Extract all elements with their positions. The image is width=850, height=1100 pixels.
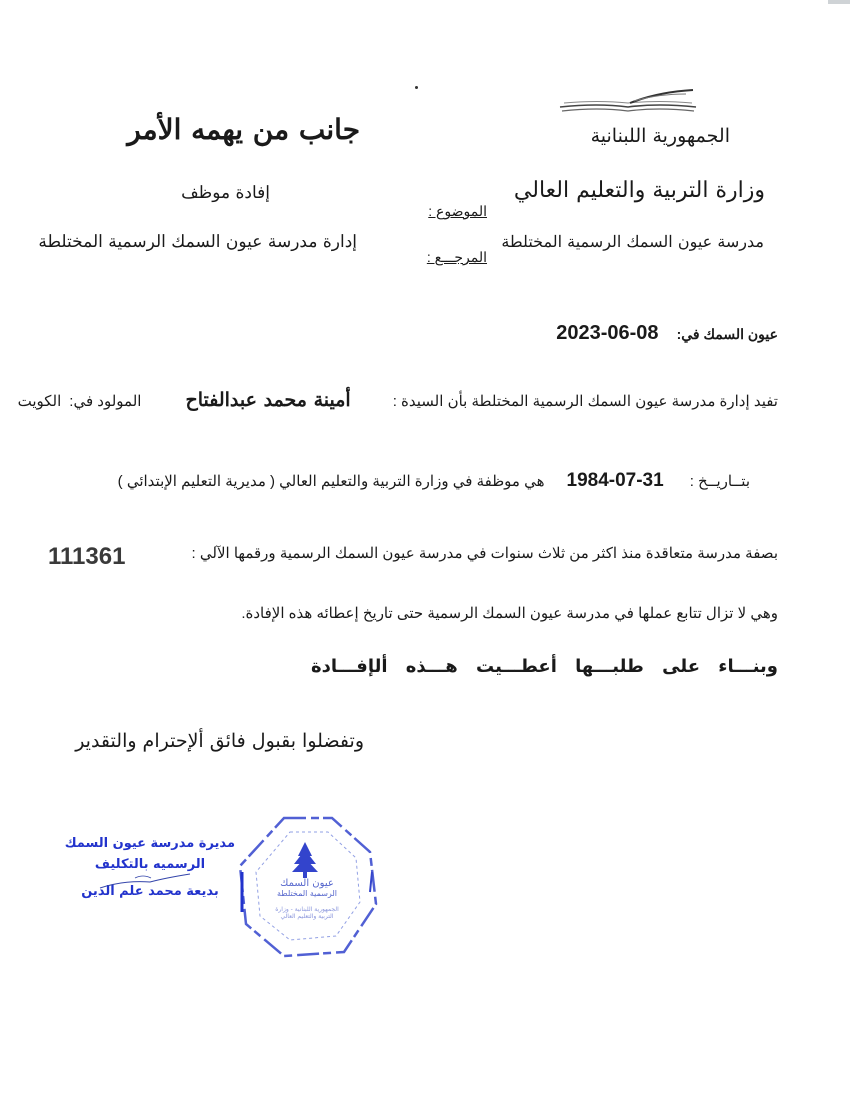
employment-text: هي موظفة في وزارة التربية والتعليم العالي ( مديرية التعليم الإبتدائي ) [117,473,545,490]
open-book-icon [558,88,698,114]
handwritten-signature [95,870,195,892]
body-line-2 [118,470,750,492]
subject-label: الموضوع : [428,203,487,219]
cedar-icon [292,842,318,878]
subject-value: إفادة موظف [181,183,270,203]
reference-label: المرجـــع : [426,249,487,265]
birthplace-value: الكويت [17,393,62,410]
stamp-ring-text: الجمهورية اللبنانية - وزارة التربية والتعليم العالي [275,906,339,920]
place-date-line [556,322,778,345]
birthdate-label: بتــاريــخ : [689,473,750,490]
addressee-heading: جانب من يهمه الأمر [127,113,360,146]
birthplace-label: المولود في: [69,393,142,410]
ministry-title: وزارة التربية والتعليم العالي [513,178,765,203]
place-date-label: عيون السمك في: [676,326,778,342]
body-line-3: بصفة مدرسة متعاقدة منذ اكثر من ثلاث سنوات في مدرسة عيون السمك الرسمية ورقمها الآلي : [191,545,778,562]
employee-number: 111361 [48,543,126,570]
reference-value: إدارة مدرسة عيون السمك الرسمية المختلطة [38,232,357,252]
stamp-text [272,878,342,920]
scan-artifact [828,0,850,4]
signature-title: مديرة مدرسة عيون السمك [64,836,235,851]
body-line-1 [18,389,778,411]
signature-subtitle: الرسميه بالتكليف [94,857,206,872]
closing-salutation: وتفضلوا بقبول فائق ألإحترام والتقدير [75,730,364,752]
employee-name: أمينة محمد عبدالفتاح [185,389,351,411]
stamp-sub-text: الرسمية المختلطة [276,889,337,898]
birth-date: 1984-07-31 [566,470,664,491]
stamp-center-text: عيون السمك [280,878,334,889]
body-line-4: وهي لا تزال تتابع عملها في مدرسة عيون السمك الرسمية حتى تاريخ إعطائه هذه الإفادة. [241,605,778,622]
signatory-name: بديعة محمد علم الدين [81,884,219,899]
intro-text: تفيد إدارة مدرسة عيون السمك الرسمية المختلطة بأن السيدة : [392,393,778,410]
stray-dot [415,86,418,89]
republic-title: الجمهورية اللبنانية [590,125,730,147]
school-name-header: مدرسة عيون السمك الرسمية المختلطة [501,232,764,251]
issue-date: 2023-06-08 [556,322,659,344]
body-line-5: وبنـــاء على طلبـــها أعطـــيت هـــذه ألإفـــادة [310,656,778,677]
